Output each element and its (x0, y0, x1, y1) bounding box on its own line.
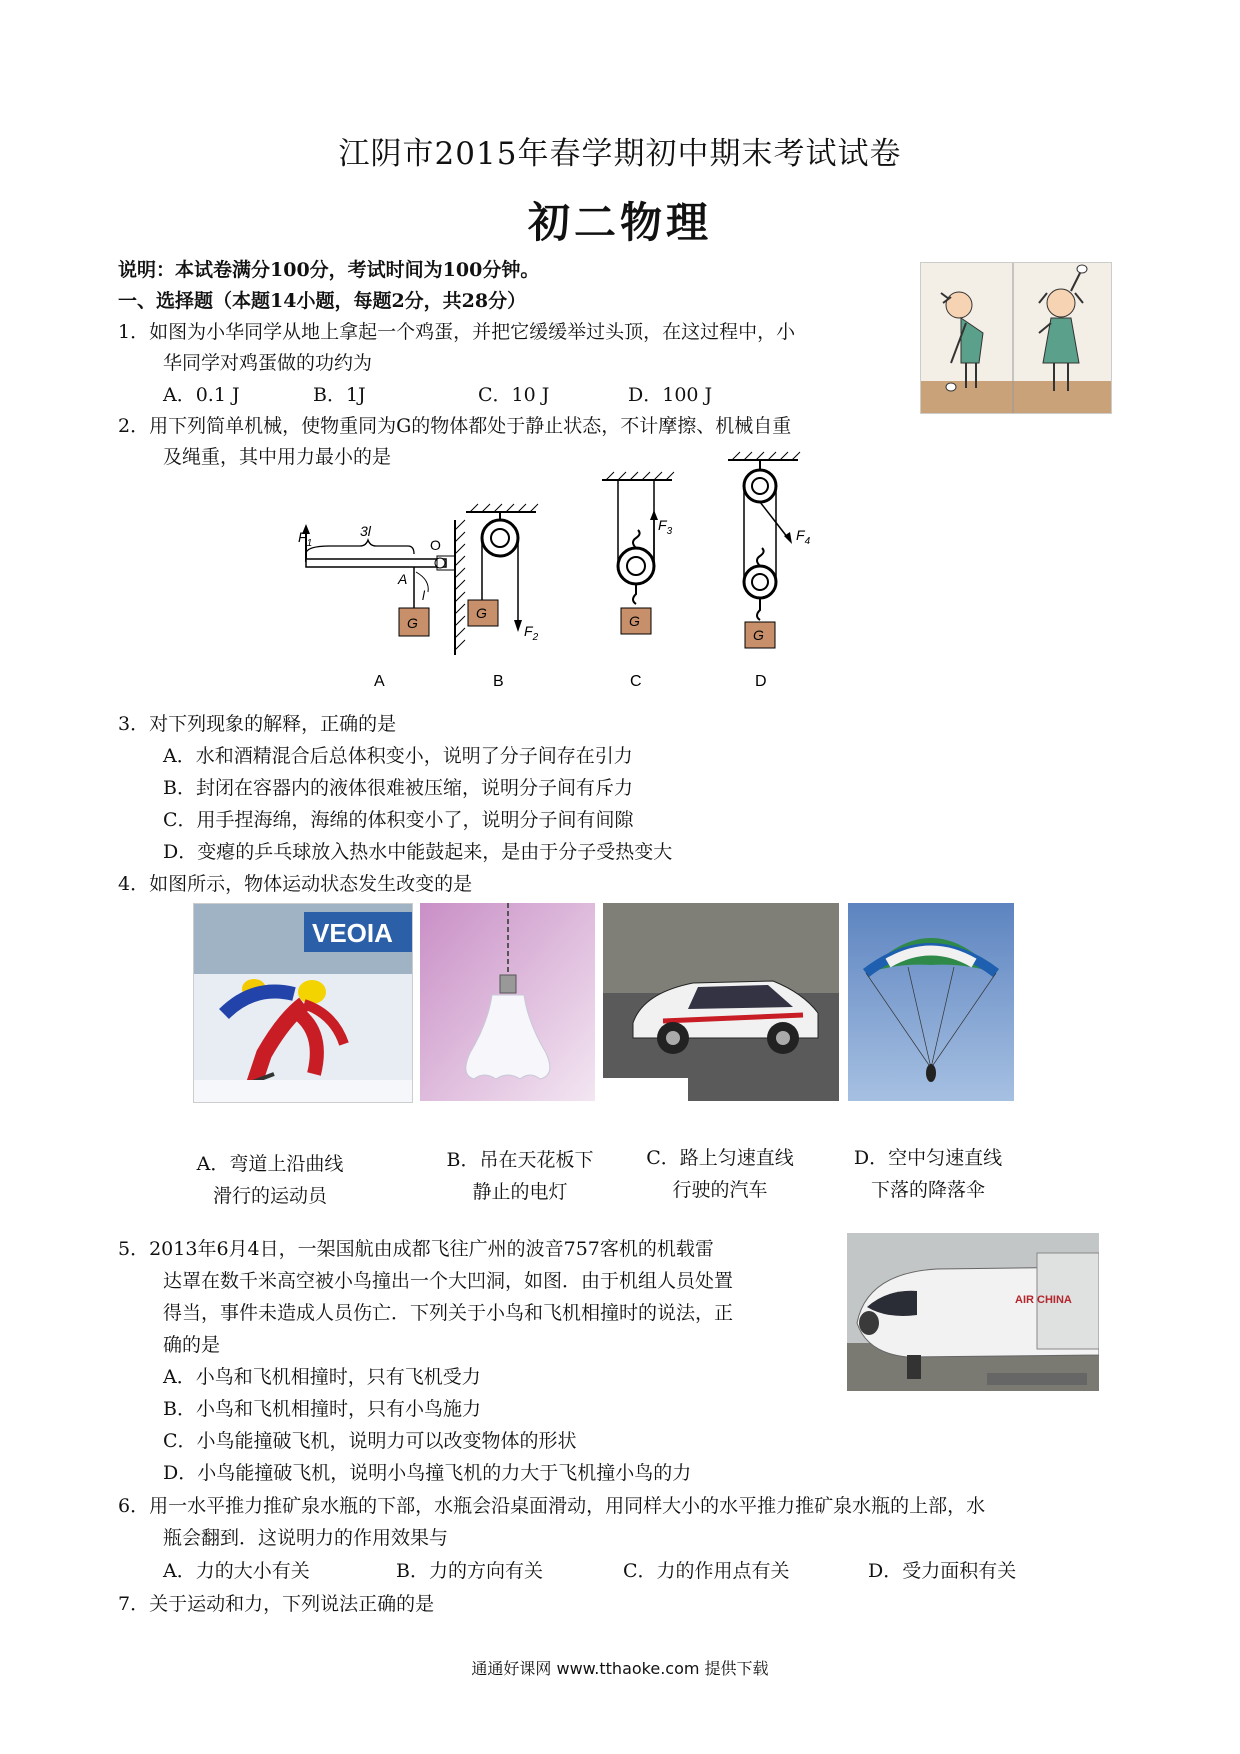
q4-caption-a-line2: 滑行的运动员 (212, 1185, 327, 1207)
f1-label: $F_1$ (298, 529, 313, 549)
q4-caption-d-line1: D．空中匀速直线 (853, 1147, 1003, 1169)
q5-option-b: B．小鸟和飞机相撞时，只有小鸟施力 (163, 1398, 481, 1420)
pulley-block-diagram (728, 452, 811, 690)
q5-option-c: C．小鸟能撞破飞机，说明力可以改变物体的形状 (163, 1430, 577, 1452)
q1-line2: 华同学对鸡蛋做的功约为 (163, 352, 373, 374)
q4-caption-c-line2: 行驶的汽车 (672, 1179, 768, 1201)
q5-line2: 达罩在数千米高空被小鸟撞出一个大凹洞，如图．由于机组人员处置 (163, 1270, 734, 1292)
q1-option-d: D．100 J (628, 384, 713, 406)
q3-option-a: A．水和酒精混合后总体积变小，说明了分子间存在引力 (163, 745, 633, 767)
f2-label: $F_2$ (524, 623, 539, 643)
parachute-photo (848, 903, 1014, 1101)
q4-caption-b-line2: 静止的电灯 (472, 1181, 568, 1203)
section-heading: 一、选择题（本题14小题，每题2分，共28分） (118, 290, 527, 312)
lever-diagram (298, 520, 465, 690)
exam-subject: 初二物理 (527, 198, 712, 247)
option-label-c: C (630, 673, 642, 690)
movable-pulley-diagram (602, 472, 674, 690)
q3-option-c: C．用手捏海绵，海绵的体积变小了，说明分子间有间隙 (163, 809, 634, 831)
q3-stem: 3．对下列现象的解释，正确的是 (118, 713, 397, 735)
exam-note: 说明：本试卷满分100分，考试时间为100分钟。 (118, 259, 540, 281)
moving-car-photo (603, 903, 839, 1101)
q1-line1: 1．如图为小华同学从地上拿起一个鸡蛋，并把它缓缓举过头顶，在这过程中，小 (118, 321, 796, 343)
q4-caption-c (630, 1142, 810, 1206)
hanging-lamp-photo (420, 903, 595, 1101)
q6-line2: 瓶会翻到．这说明力的作用效果与 (163, 1527, 449, 1549)
weight-g-b: G (476, 605, 487, 621)
q4-stem: 4．如图所示，物体运动状态发生改变的是 (118, 873, 473, 895)
option-label-a: A (374, 673, 385, 690)
simple-machines-figure (290, 450, 930, 695)
length-3l-label: 3l (360, 523, 371, 539)
length-l-label: l (422, 588, 425, 603)
q4-caption-a-line1: A．弯道上沿曲线 (196, 1153, 344, 1175)
option-label-d: D (755, 673, 767, 690)
q4-caption-b-line1: B．吊在天花板下 (446, 1149, 594, 1171)
q3-option-b: B．封闭在容器内的液体很难被压缩，说明分子间有斥力 (163, 777, 633, 799)
airline-logo-text: AIR CHINA (1015, 1294, 1072, 1306)
q2-line2: 及绳重，其中用力最小的是 (163, 446, 392, 468)
point-a-label: A (398, 571, 408, 587)
q6-option-a: A．力的大小有关 (163, 1560, 310, 1582)
pivot-o-label: O (430, 537, 441, 553)
weight-g-a: G (407, 615, 418, 631)
q6-line1: 6．用一水平推力推矿泉水瓶的下部，水瓶会沿桌面滑动，用同样大小的水平推力推矿泉水瓶的上部，水 (118, 1495, 986, 1517)
q4-caption-b (430, 1144, 610, 1208)
q4-caption-a (170, 1148, 370, 1212)
q4-caption-d (838, 1142, 1018, 1206)
q5-line4: 确的是 (163, 1334, 221, 1356)
q7-stem: 7．关于运动和力，下列说法正确的是 (118, 1593, 435, 1615)
exam-title: 江阴市2015年春学期初中期末考试试卷 (338, 136, 902, 172)
f4-label: $F_4$ (796, 527, 811, 547)
arena-banner-text: VEOIA (312, 918, 393, 948)
option-label-b: B (493, 673, 504, 690)
q6-option-c: C．力的作用点有关 (623, 1560, 790, 1582)
q5-line1: 5．2013年6月4日，一架国航由成都飞往广州的波音757客机的机载雷 (118, 1238, 714, 1260)
speed-skater-photo (193, 903, 413, 1103)
q5-option-a: A．小鸟和飞机相撞时，只有飞机受力 (163, 1366, 481, 1388)
weight-g-c: G (629, 613, 640, 629)
q3-option-d: D．变瘪的乒乓球放入热水中能鼓起来，是由于分子受热变大 (163, 841, 673, 863)
q4-caption-d-line2: 下落的降落伞 (870, 1179, 985, 1201)
q6-option-b: B．力的方向有关 (396, 1560, 543, 1582)
q2-line1: 2．用下列简单机械，使物重同为G的物体都处于静止状态，不计摩擦、机械自重 (118, 415, 792, 437)
q6-option-d: D．受力面积有关 (868, 1560, 1017, 1582)
egg-lift-illustration (920, 262, 1112, 414)
q1-option-a: A．0.1 J (163, 384, 240, 406)
fixed-pulley-diagram (466, 504, 539, 690)
q4-caption-c-line1: C．路上匀速直线 (646, 1147, 794, 1169)
damaged-airplane-photo (847, 1233, 1099, 1391)
q1-option-b: B．1J (313, 384, 366, 406)
f3-label: $F_3$ (658, 517, 673, 537)
q5-line3: 得当，事件未造成人员伤亡．下列关于小鸟和飞机相撞时的说法，正 (163, 1302, 734, 1324)
q1-option-c: C．10 J (478, 384, 550, 406)
page-footer: 通通好课网 www.tthaoke.com 提供下载 (471, 1659, 769, 1678)
weight-g-d: G (753, 627, 764, 643)
q5-option-d: D．小鸟能撞破飞机，说明小鸟撞飞机的力大于飞机撞小鸟的力 (163, 1462, 692, 1484)
